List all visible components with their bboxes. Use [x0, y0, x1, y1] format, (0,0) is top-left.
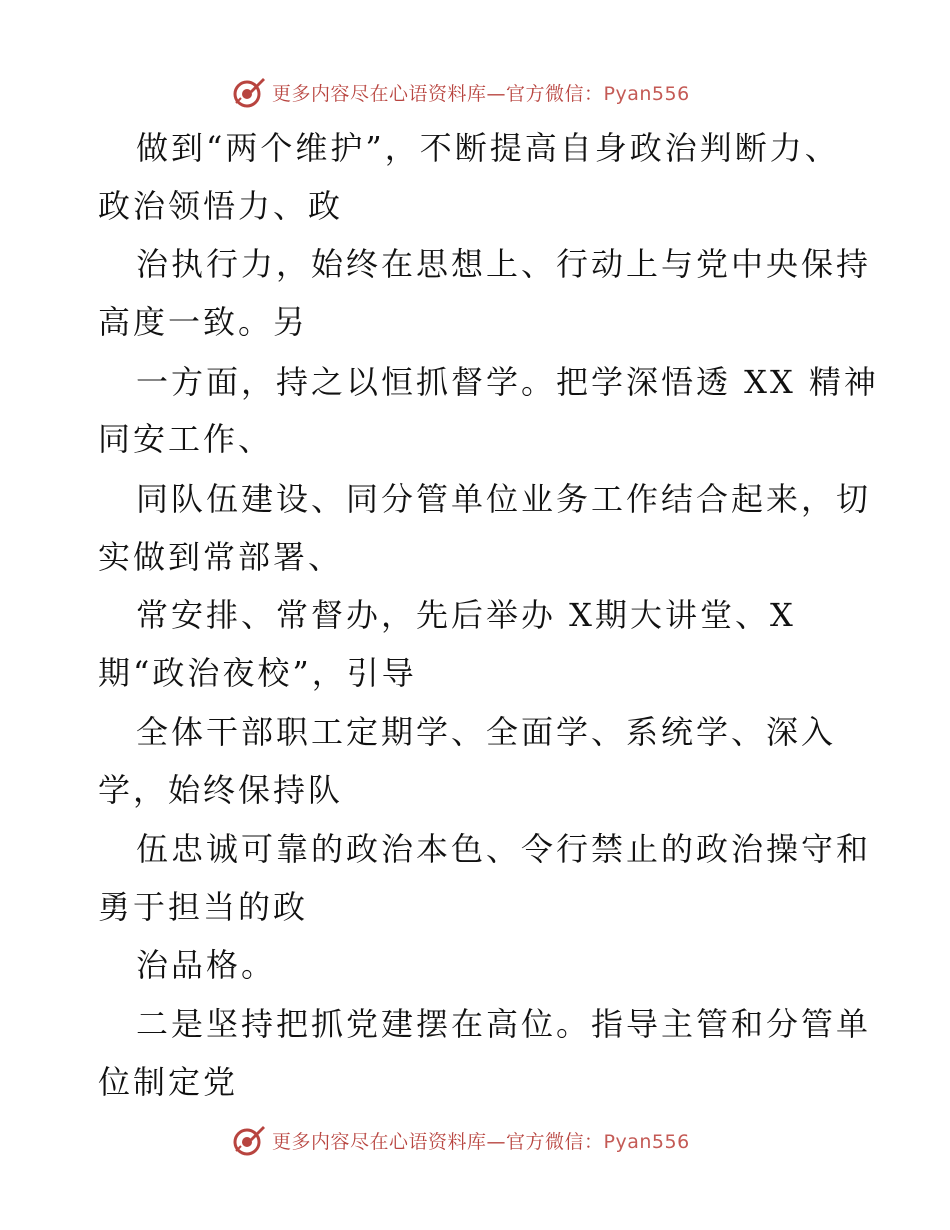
text-line: 二是坚持把抓党建摆在高位。指导主管和分管单: [136, 1005, 872, 1043]
watermark-wechat-id: Pyan556: [603, 1130, 690, 1153]
text-line: 同安工作、: [98, 420, 274, 458]
text-line: 学，始终保持队: [98, 771, 344, 809]
text-line: 高度一致。另: [98, 303, 309, 341]
text-line: 全体干部职工定期学、全面学、系统学、深入: [136, 713, 837, 751]
watermark-text: [272, 1127, 690, 1154]
text-line: 政治领悟力、政: [98, 187, 344, 225]
text-line: 同队伍建设、同分管单位业务工作结合起来，切: [136, 480, 872, 518]
text-line: 位制定党: [98, 1063, 239, 1101]
watermark-prefix: 更多内容尽在心语资料库—官方微信：: [272, 82, 604, 105]
quill-logo-icon: [232, 1123, 266, 1157]
text-line: 做到“两个维护”，不断提高自身政治判断力、: [136, 129, 840, 167]
watermark-prefix: 更多内容尽在心语资料库—官方微信：: [272, 1130, 604, 1153]
text-line: 实做到常部署、: [98, 538, 344, 576]
text-line: 期“政治夜校”，引导: [98, 654, 417, 692]
watermark-wechat-id: Pyan556: [603, 82, 690, 105]
text-line: 伍忠诚可靠的政治本色、令行禁止的政治操守和: [136, 830, 872, 868]
text-line: 常安排、常督办，先后举办 X期大讲堂、X: [136, 596, 796, 634]
text-line: 勇于担当的政: [98, 888, 309, 926]
text-line: 治执行力，始终在思想上、行动上与党中央保持: [136, 245, 872, 283]
text-line: 治品格。: [136, 946, 277, 984]
watermark-footer: [232, 1120, 690, 1160]
text-line: 一方面，持之以恒抓督学。把学深悟透 XX 精神: [136, 363, 879, 401]
